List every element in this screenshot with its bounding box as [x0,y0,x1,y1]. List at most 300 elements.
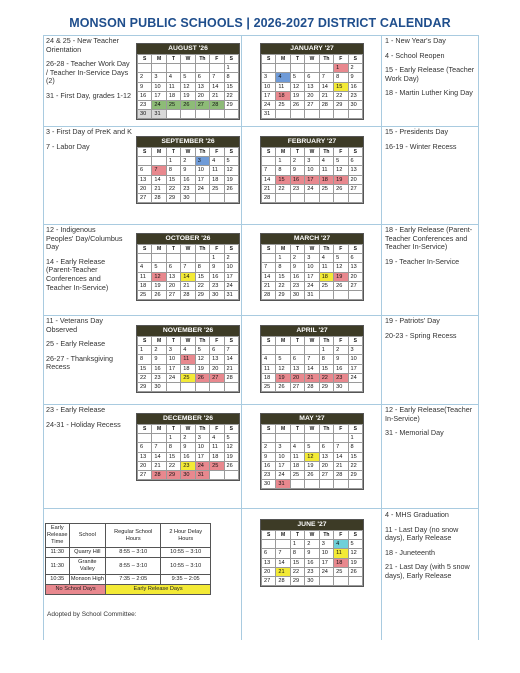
day-cell: 12 [348,549,362,558]
day-cell: 14 [224,355,238,364]
weekday-label: M [152,425,166,434]
weekday-label: W [181,148,195,157]
day-cell: 21 [334,461,348,470]
weekday-label: W [305,55,319,64]
day-cell: 21 [224,364,238,373]
day-cell: 9 [305,549,319,558]
day-cell: 14 [319,82,333,91]
day-cell: 6 [290,355,304,364]
table-row [46,548,211,558]
weekday-label: F [334,337,348,346]
calendar-february [260,136,364,204]
day-cell: 9 [138,82,152,91]
day-cell: 22 [348,461,362,470]
day-cell: 30 [262,480,276,489]
day-cell: 7 [181,263,195,272]
day-cell: 26 [224,184,238,193]
day-cell: 7 [305,355,319,364]
day-cell: 25 [138,290,152,299]
weekday-label: S [138,55,152,64]
day-cell: 16 [181,175,195,184]
day-cell: 20 [166,281,180,290]
day-cell: 10 [262,82,276,91]
calendar-november [136,325,240,393]
day-cell: 7 [152,166,166,175]
table-cell: 9:35 – 2:05 [161,575,211,585]
weekday-label: M [276,55,290,64]
weekday-label: S [262,148,276,157]
table-cell: 8:55 – 3:10 [106,548,161,558]
weekday-label: S [138,337,152,346]
day-cell: 28 [305,382,319,391]
table-cell: 8:55 – 3:10 [106,558,161,575]
day-cell: 25 [319,281,333,290]
day-cell: 14 [276,558,290,567]
day-cell: 8 [195,263,209,272]
weekday-label: Th [319,55,333,64]
day-cell: 25 [334,567,348,576]
day-cell: 18 [181,364,195,373]
day-cell: 25 [166,100,180,109]
day-cell: 14 [262,272,276,281]
table-cell: Monson High [69,575,106,585]
day-cell: 29 [348,470,362,479]
day-cell: 26 [276,382,290,391]
day-cell: 20 [210,364,224,373]
day-cell: 10 [195,443,209,452]
day-cell [262,64,276,73]
day-cell: 31 [276,480,290,489]
day-cell: 4 [262,355,276,364]
calendar-october [136,233,240,301]
day-cell [348,193,362,202]
day-cell: 21 [305,373,319,382]
day-cell: 12 [224,443,238,452]
day-cell: 19 [181,91,195,100]
day-cell: 18 [210,175,224,184]
month-header: DECEMBER '26 [137,414,239,424]
day-cell: 24 [166,373,180,382]
day-cell [305,193,319,202]
day-cell [224,110,238,119]
weekday-label: S [262,337,276,346]
day-cell: 16 [181,452,195,461]
day-cell: 18 [262,373,276,382]
day-cell: 9 [210,263,224,272]
weekday-label: W [181,245,195,254]
day-cell: 29 [276,290,290,299]
day-cell: 2 [152,346,166,355]
day-cell: 21 [181,281,195,290]
calendar-april [260,325,364,393]
notes-apr: 19 - Patriots' Day 20-23 - Spring Recess [385,316,457,340]
day-cell: 2 [348,64,362,73]
day-cell: 11 [276,82,290,91]
day-cell: 1 [319,346,333,355]
day-cell: 31 [195,470,209,479]
weekday-label: M [152,148,166,157]
day-cell: 26 [305,470,319,479]
day-cell [276,540,290,549]
day-cell: 3 [348,346,362,355]
day-cell [224,193,238,202]
day-cell: 4 [210,157,224,166]
day-cell [334,434,348,443]
day-cell: 30 [305,576,319,585]
calendar-august [136,43,240,120]
weekday-label: W [305,425,319,434]
day-cell [334,576,348,585]
day-cell: 7 [224,346,238,355]
day-cell [262,346,276,355]
day-cell: 19 [276,373,290,382]
day-cell: 3 [152,73,166,82]
day-cell [166,64,180,73]
day-cell: 20 [348,272,362,281]
release-schedule-table [45,523,211,595]
day-cell: 24 [224,281,238,290]
day-cell: 9 [262,452,276,461]
day-cell: 26 [152,290,166,299]
day-cell [276,110,290,119]
day-cell: 12 [224,166,238,175]
weekday-label: T [290,148,304,157]
weekday-label: M [276,425,290,434]
day-cell: 5 [181,73,195,82]
day-cell: 9 [334,355,348,364]
weekday-label: T [290,245,304,254]
day-cell: 2 [262,443,276,452]
calendar-march [260,233,364,301]
day-cell: 27 [138,470,152,479]
month-header: AUGUST '26 [137,44,239,54]
day-cell: 12 [181,82,195,91]
table-cell: 11:30 [46,548,70,558]
day-cell: 15 [166,175,180,184]
day-cell: 17 [195,452,209,461]
day-cell: 1 [166,434,180,443]
day-cell [181,382,195,391]
day-cell: 1 [290,540,304,549]
day-cell: 20 [262,567,276,576]
table-row [46,558,211,575]
day-cell: 21 [152,184,166,193]
day-cell: 7 [210,73,224,82]
day-cell [319,434,333,443]
weekday-label: Th [195,337,209,346]
day-cell: 6 [319,443,333,452]
day-cell: 3 [195,157,209,166]
day-cell: 28 [181,290,195,299]
weekday-label: S [348,425,362,434]
weekday-label: F [334,148,348,157]
day-cell: 29 [334,100,348,109]
weekday-label: T [290,531,304,540]
day-cell [305,110,319,119]
day-cell: 18 [319,272,333,281]
day-cell: 25 [276,100,290,109]
header-cell: School [69,524,106,548]
header-cell: Regular School Hours [106,524,161,548]
day-cell [305,480,319,489]
day-cell: 6 [166,263,180,272]
day-cell: 13 [262,558,276,567]
day-cell: 27 [290,382,304,391]
day-cell [334,480,348,489]
day-cell: 7 [319,73,333,82]
day-cell: 14 [305,364,319,373]
day-cell: 19 [305,461,319,470]
day-cell: 21 [210,91,224,100]
day-cell [166,110,180,119]
day-cell [152,64,166,73]
weekday-label: T [166,425,180,434]
day-cell: 22 [166,184,180,193]
day-cell [138,254,152,263]
day-cell: 26 [334,281,348,290]
notes-may: 12 - Early Release(Teacher In-Service) 31 - Memorial Day [385,405,473,438]
day-cell: 26 [334,184,348,193]
day-cell [195,382,209,391]
day-cell: 10 [305,263,319,272]
calendar-january [260,43,364,120]
day-cell: 5 [290,73,304,82]
day-cell: 12 [290,82,304,91]
weekday-label: F [334,245,348,254]
day-cell: 18 [276,91,290,100]
day-cell: 17 [348,364,362,373]
day-cell: 27 [166,290,180,299]
day-cell: 6 [305,73,319,82]
day-cell: 5 [152,263,166,272]
day-cell: 22 [166,461,180,470]
day-cell: 19 [152,281,166,290]
day-cell: 2 [334,346,348,355]
day-cell: 27 [305,100,319,109]
day-cell: 13 [305,82,319,91]
weekday-label: W [305,337,319,346]
day-cell: 14 [152,452,166,461]
weekday-label: Th [195,148,209,157]
day-cell [334,110,348,119]
day-cell: 17 [305,272,319,281]
day-cell [319,193,333,202]
day-cell [195,254,209,263]
day-cell [319,110,333,119]
day-cell [195,193,209,202]
weekday-label: T [166,245,180,254]
weekday-label: S [348,148,362,157]
day-cell [319,64,333,73]
day-cell [290,434,304,443]
day-cell: 7 [152,443,166,452]
day-cell [262,157,276,166]
day-cell: 14 [152,175,166,184]
day-cell: 6 [195,73,209,82]
day-cell [138,434,152,443]
day-cell: 19 [195,364,209,373]
day-cell: 19 [334,272,348,281]
day-cell: 3 [195,434,209,443]
day-cell: 23 [152,373,166,382]
weekday-label: M [276,245,290,254]
weekday-label: S [348,337,362,346]
month-header: SEPTEMBER '26 [137,137,239,147]
day-cell [195,64,209,73]
day-cell: 12 [276,364,290,373]
day-cell: 16 [334,364,348,373]
day-cell: 13 [166,272,180,281]
weekday-label: S [138,245,152,254]
day-cell: 12 [152,272,166,281]
day-cell [210,193,224,202]
day-cell [166,382,180,391]
day-cell [195,110,209,119]
day-cell: 21 [319,91,333,100]
legend-row [46,585,211,595]
weekday-label: T [166,148,180,157]
day-cell: 27 [348,281,362,290]
day-cell: 21 [276,567,290,576]
weekday-label: M [276,531,290,540]
day-cell: 4 [319,254,333,263]
weekday-label: S [262,55,276,64]
day-cell: 29 [224,100,238,109]
notes-nov: 11 - Veterans Day Observed 25 - Early Release 26-27 - Thanksgiving Recess [46,316,113,372]
day-cell: 23 [290,184,304,193]
day-cell: 8 [138,355,152,364]
day-cell: 29 [166,470,180,479]
table-header-row [46,524,211,548]
weekday-label: Th [319,245,333,254]
day-cell: 20 [319,461,333,470]
day-cell: 1 [348,434,362,443]
day-cell: 6 [138,443,152,452]
weekday-label: Th [195,245,209,254]
day-cell [276,64,290,73]
day-cell: 27 [138,193,152,202]
day-cell: 1 [276,254,290,263]
day-cell: 24 [195,184,209,193]
day-cell: 23 [290,281,304,290]
day-cell: 13 [195,82,209,91]
day-cell: 2 [224,254,238,263]
day-cell: 11 [181,355,195,364]
day-cell: 29 [166,193,180,202]
day-cell [290,110,304,119]
table-cell: 10:35 [46,575,70,585]
day-cell: 4 [334,540,348,549]
day-cell: 13 [319,452,333,461]
day-cell: 20 [138,461,152,470]
weekday-label: S [262,245,276,254]
day-cell: 31 [224,290,238,299]
day-cell: 25 [290,470,304,479]
day-cell: 9 [290,263,304,272]
day-cell: 10 [166,355,180,364]
weekday-label: F [210,148,224,157]
day-cell: 28 [224,373,238,382]
day-cell: 8 [348,443,362,452]
day-cell: 18 [319,175,333,184]
day-cell: 24 [319,567,333,576]
day-cell: 30 [181,193,195,202]
legend-no-school: No School Days [46,585,106,595]
day-cell: 3 [319,540,333,549]
day-cell: 15 [276,175,290,184]
day-cell [152,157,166,166]
day-cell [138,64,152,73]
day-cell [210,470,224,479]
day-cell: 27 [195,100,209,109]
day-cell [152,254,166,263]
table-cell: Granite Valley [69,558,106,575]
day-cell: 9 [152,355,166,364]
weekday-label: M [152,337,166,346]
day-cell: 28 [262,290,276,299]
day-cell: 15 [224,82,238,91]
day-cell: 4 [276,73,290,82]
day-cell [334,290,348,299]
day-cell [181,254,195,263]
day-cell: 24 [305,184,319,193]
day-cell: 15 [348,452,362,461]
day-cell: 11 [319,263,333,272]
day-cell: 8 [290,549,304,558]
day-cell: 26 [181,100,195,109]
day-cell: 27 [262,576,276,585]
day-cell [276,193,290,202]
day-cell: 17 [166,364,180,373]
day-cell: 10 [195,166,209,175]
day-cell: 30 [152,382,166,391]
table-cell: 11:30 [46,558,70,575]
day-cell: 3 [262,73,276,82]
day-cell [276,346,290,355]
day-cell: 4 [210,434,224,443]
day-cell: 16 [210,272,224,281]
day-cell: 25 [319,184,333,193]
day-cell: 4 [166,73,180,82]
day-cell [348,382,362,391]
weekday-label: F [334,531,348,540]
calendar-december [136,413,240,481]
day-cell: 5 [348,540,362,549]
table-cell: 10:55 – 3:10 [161,558,211,575]
day-cell [210,110,224,119]
weekday-label: S [348,55,362,64]
weekday-label: W [305,531,319,540]
day-cell: 23 [334,373,348,382]
day-cell: 19 [224,452,238,461]
weekday-label: F [210,337,224,346]
day-cell: 10 [152,82,166,91]
table-cell: 7:35 – 2:05 [106,575,161,585]
weekday-label: W [181,425,195,434]
day-cell: 24 [348,373,362,382]
day-cell: 10 [305,166,319,175]
day-cell [319,290,333,299]
day-cell: 3 [305,157,319,166]
weekday-label: F [210,55,224,64]
day-cell: 17 [262,91,276,100]
day-cell: 30 [181,470,195,479]
weekday-label: T [166,337,180,346]
day-cell: 5 [224,434,238,443]
weekday-label: S [224,55,238,64]
day-cell: 17 [195,175,209,184]
divider [43,508,479,509]
